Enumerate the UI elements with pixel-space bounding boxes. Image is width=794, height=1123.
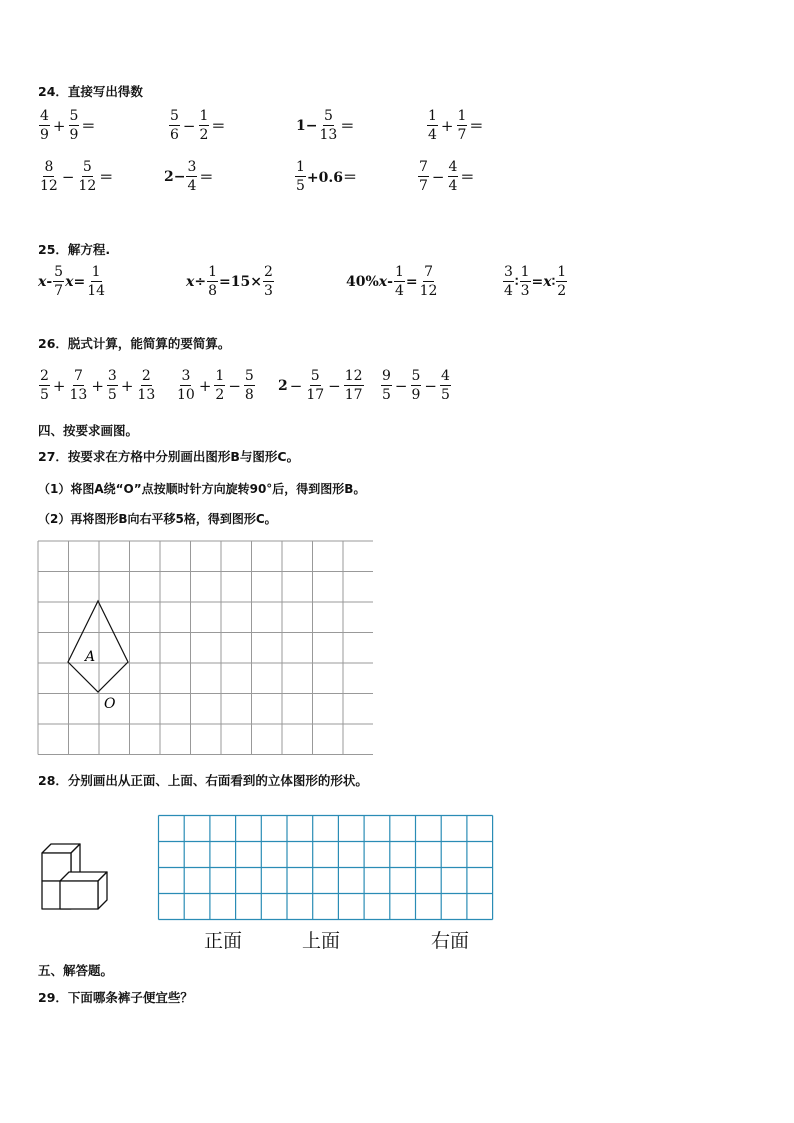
q24-expr-6: 2− $\frac{3}{4}$ ＝ <box>164 159 214 194</box>
q27-title: 27．按要求在方格中分别画出图形B与图形C。 <box>38 449 300 464</box>
q25-eq-1: x - $\frac{5}{7}$ x = $\frac{1}{14}$ <box>38 264 106 299</box>
q24-title: 24．直接写出得数 <box>38 84 143 99</box>
q29-title: 29．下面哪条裤子便宜些？ <box>38 990 193 1005</box>
q24-expr-8: $\frac{7}{7}$ − $\frac{4}{4}$ ＝ <box>419 159 475 194</box>
label-o: O <box>104 696 116 712</box>
label-top-view: 上面 <box>302 930 341 952</box>
q25-eq-3: 40% x - $\frac{1}{4}$ = $\frac{7}{12}$ <box>346 264 438 299</box>
q24-expr-5: $\frac{8}{12}$ − $\frac{5}{12}$ ＝ <box>40 159 114 194</box>
q27-step-1: （1）将图A绕“O”点按顺时针方向旋转90°后，得到图形B。 <box>38 482 366 496</box>
q26-expr-3: 2 − $\frac{5}{17}$ − $\frac{12}{17}$ <box>278 368 363 403</box>
q24-expr-3: 1− $\frac{5}{13}$ ＝ <box>296 108 355 143</box>
q26-title: 26．脱式计算，能简算的要简算。 <box>38 336 231 351</box>
q28-blue-grid <box>157 814 496 922</box>
cube-stack-figure <box>38 840 110 914</box>
label-a: A <box>85 649 96 665</box>
q27-square-grid <box>37 540 373 755</box>
q25-title: 25．解方程. <box>38 242 111 257</box>
q25-eq-2: x ÷ $\frac{1}{8}$ =15× $\frac{2}{3}$ <box>186 264 273 299</box>
q24-expr-4: $\frac{1}{4}$ + $\frac{1}{7}$ ＝ <box>428 108 484 143</box>
q27-step-2: （2）再将图形B向右平移5格，得到图形C。 <box>38 512 277 526</box>
q25-eq-4: $\frac{3}{4}$ ∶ $\frac{1}{3}$ = x ∶ $\frac{1}{2}$ <box>504 264 567 299</box>
q28-title: 28．分别画出从正面、上面、右面看到的立体图形的形状。 <box>38 773 368 788</box>
q26-expr-2: $\frac{3}{10}$ + $\frac{1}{2}$ − $\frac{5}{8}$ <box>177 368 254 403</box>
section-4-heading: 四、按要求画图。 <box>38 423 139 438</box>
q26-expr-4: $\frac{9}{5}$ − $\frac{5}{9}$ − $\frac{4}{5}$ <box>382 368 450 403</box>
label-right-view: 右面 <box>431 930 470 952</box>
q26-expr-1: $\frac{2}{5}$ + $\frac{7}{13}$ + $\frac{3}{5}$ + $\frac{2}{13}$ <box>40 368 156 403</box>
shape-a-kite <box>68 601 128 692</box>
label-front-view: 正面 <box>204 930 243 952</box>
q24-expr-2: $\frac{5}{6}$ − $\frac{1}{2}$ ＝ <box>170 108 226 143</box>
section-5-heading: 五、解答题。 <box>38 963 114 978</box>
q24-expr-7: $\frac{1}{5}$ +0.6＝ <box>296 159 358 194</box>
grid-lines <box>38 541 373 755</box>
q24-expr-1: $\frac{4}{9}$ + $\frac{5}{9}$ ＝ <box>40 108 96 143</box>
